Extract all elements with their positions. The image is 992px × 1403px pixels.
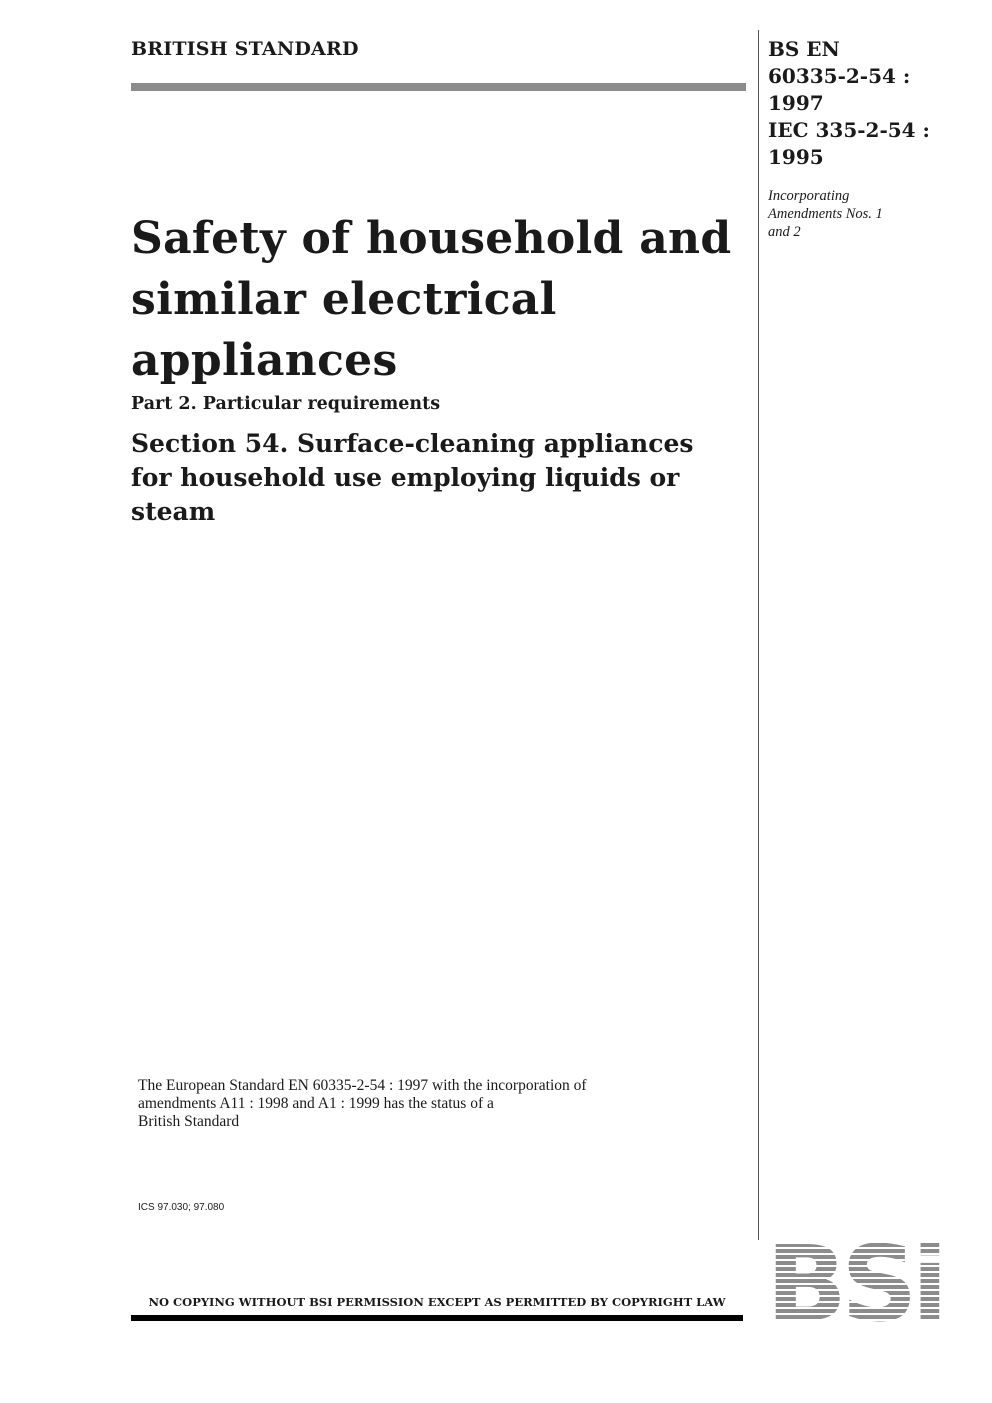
standard-number-block [768, 36, 988, 171]
section-title-line: Section 54. Surface-cleaning appliances [131, 429, 694, 458]
status-note [138, 1077, 698, 1131]
amendments-line: Incorporating [768, 188, 850, 204]
section-title [131, 427, 751, 529]
amendments-line: Amendments Nos. 1 [768, 206, 883, 222]
section-title-line: for household use employing liquids or [131, 463, 680, 492]
status-note-line: amendments A11 : 1998 and A1 : 1999 has the status of a [138, 1095, 494, 1112]
amendments-note [768, 187, 938, 241]
document-type-label: BRITISH STANDARD [131, 38, 359, 60]
standard-number-line: 1997 [768, 91, 824, 115]
bsi-logo-graphic [766, 1243, 942, 1323]
footer-rule [131, 1315, 743, 1321]
status-note-line: British Standard [138, 1113, 240, 1130]
standard-number-line: IEC 335-2-54 : [768, 118, 930, 142]
title-line: Safety of household and [131, 213, 732, 264]
title-line: similar electrical [131, 274, 557, 325]
document-title [131, 208, 751, 391]
standard-number-line: BS EN [768, 37, 840, 61]
title-line: appliances [131, 335, 398, 386]
part-title: Part 2. Particular requirements [131, 394, 441, 414]
header-rule [131, 83, 746, 91]
bsi-logo [766, 1243, 942, 1323]
ics-code: ICS 97.030; 97.080 [138, 1202, 225, 1213]
vertical-divider [758, 30, 759, 1240]
amendments-line: and 2 [768, 224, 801, 240]
standard-number-line: 60335-2-54 : [768, 64, 911, 88]
bsi-logo-text: BSi [766, 1243, 942, 1323]
standard-number-line: 1995 [768, 145, 824, 169]
copyright-notice: NO COPYING WITHOUT BSI PERMISSION EXCEPT AS PERMITTED BY COPYRIGHT LAW [148, 1295, 726, 1309]
status-note-line: The European Standard EN 60335-2-54 : 1997 with the incorporation of [138, 1077, 587, 1094]
section-title-line: steam [131, 497, 216, 526]
